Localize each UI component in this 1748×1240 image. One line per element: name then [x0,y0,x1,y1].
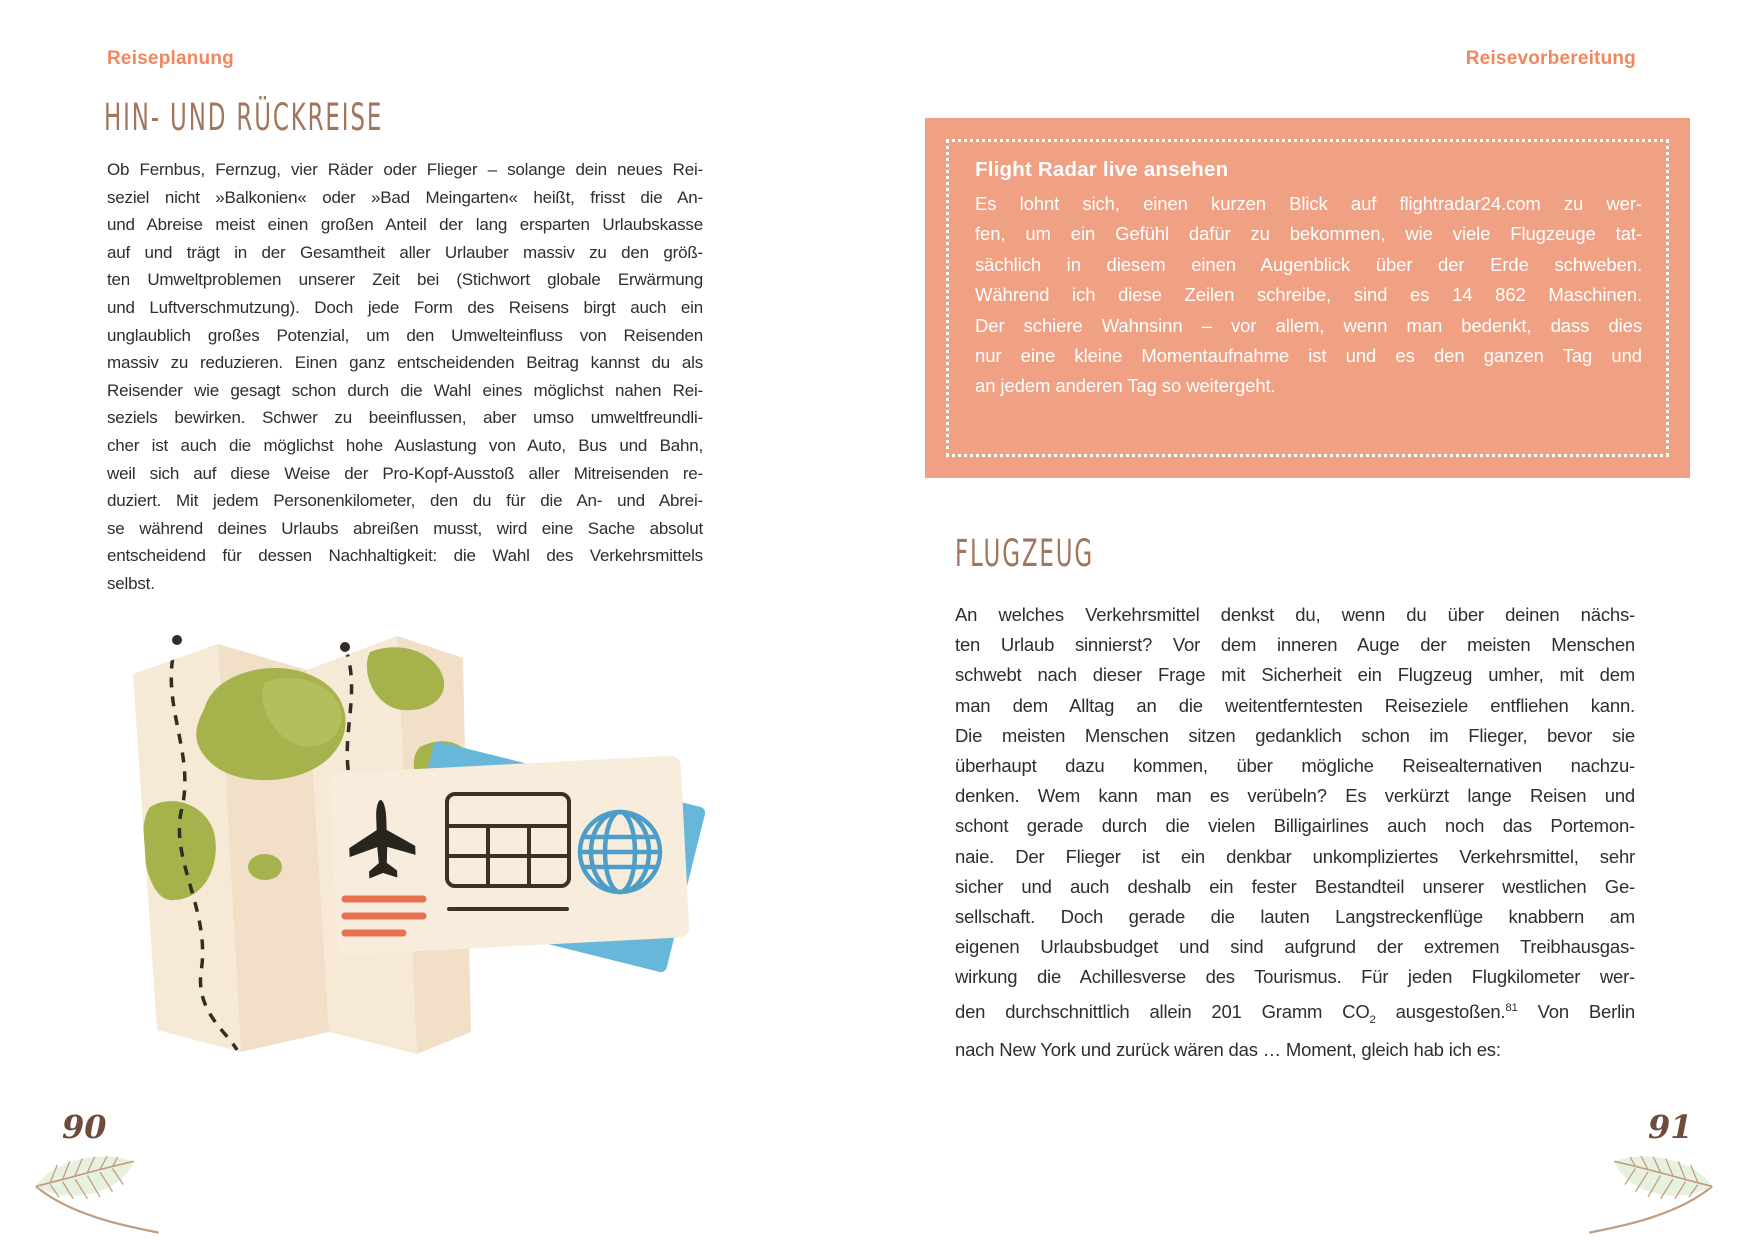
callout-title: Flight Radar live ansehen [975,158,1229,181]
text-line: seziels bewirken. Schwer zu beeinflussen, aber umso umweltfreundli- [107,408,703,428]
text-line: Der schiere Wahnsinn – vor allem, wenn man bedenkt, dass dies [975,314,1642,336]
running-head-left: Reiseplanung [107,48,234,69]
text-line: Während ich diese Zeilen schreibe, sind es 14 862 Maschinen. [975,284,1642,306]
section-heading-hin-und-rueckreise [104,96,554,139]
page-right [874,0,1748,1240]
text-line: ten Urlaub sinnierst? Vor dem inneren Auge der meisten Menschen [955,634,1635,656]
text-line: selbst. [107,573,155,593]
text-line: duziert. Mit jedem Personenkilometer, den du für die An- und Abrei- [107,491,703,511]
text-line: denken. Wem kann man es verübeln? Es verkürzt lange Reisen und [955,785,1635,807]
text-line: cher ist auch die möglichst hohe Auslastung von Auto, Bus und Bahn, [107,435,703,455]
leaf-icon-right [1580,1140,1732,1238]
text-line: An welches Verkehrsmittel denkst du, wenn du über deinen nächs- [955,604,1635,625]
running-head-right: Reisevorbereitung [1465,48,1636,69]
section-heading-flugzeug [955,532,1179,575]
travel-map-illustration [115,612,755,1057]
callout-body [975,189,1642,402]
text-line: Es lohnt sich, einen kurzen Blick auf flightradar24.com zu wer- [975,193,1642,214]
text-line: fen, um ein Gefühl dafür zu bekommen, wie viele Flugzeuge tat- [975,223,1642,245]
text-line: Ob Fernbus, Fernzug, vier Räder oder Flieger – solange dein neues Rei- [107,160,703,179]
leaf-icon-left [16,1140,168,1238]
section-heading-text: HIN- UND RÜCKREISE [104,96,384,139]
text-line: nur eine kleine Momentaufnahme ist und es den ganzen Tag und [975,345,1642,367]
flight-radar-callout [925,118,1690,478]
co2-line-mid: ausgestoßen. [1375,1000,1506,1022]
co2-emission-line [955,993,1635,1035]
footnote-reference: 81 [1505,1001,1518,1014]
text-line: Reisender wie gesagt schon durch die Wahl eines möglichst nahen Rei- [107,380,703,400]
text-line: überhaupt dazu kommen, über mögliche Reisealternativen nachzu- [955,755,1635,777]
text-line: man dem Alltag an die weitentferntesten Reiseziele entfliehen kann. [955,694,1635,716]
text-line: weil sich auf diese Weise der Pro-Kopf-Ausstoß aller Mitreisenden re- [107,463,703,483]
text-line: naie. Der Flieger ist ein denkbar unkompliziertes Verkehrsmittel, sehr [955,845,1635,867]
text-line: eigenen Urlaubsbudget und sind aufgrund der extremen Treibhausgas- [955,936,1635,958]
text-line: und Luftverschmutzung). Doch jede Form des Reisens birgt auch ein [107,297,703,317]
text-line: Die meisten Menschen sitzen gedanklich schon im Flieger, bevor sie [955,724,1635,746]
section-heading-text: FLUGZEUG [955,532,1095,575]
page-number-left: 90 [62,1108,107,1146]
text-line: ten Umweltproblemen unserer Zeit bei (Stichwort globale Erwärmung [107,270,703,290]
text-line: und Abreise meist einen großen Anteil der lang ersparten Urlaubskasse [107,215,703,235]
route-endpoint-dots [172,635,350,652]
co2-line-post: Von Berlin [1517,1000,1635,1022]
text-line: sächlich in diesem einen Augenblick über der Erde schweben. [975,253,1642,275]
page-number-right: 91 [1648,1108,1693,1146]
callout-content [975,158,1642,402]
text-line: sicher und auch deshalb ein fester Bestandteil unserer westlichen Ge- [955,875,1635,897]
text-line: se während deines Urlaubs abreißen musst, wird eine Sache absolut [107,518,703,538]
text-line: sellschaft. Doch gerade die lauten Langstreckenflüge knabbern am [955,906,1635,928]
text-line: massiv zu reduzieren. Einen ganz entscheidenden Beitrag kannst du als [107,353,703,373]
paragraph-hin-und-rueckreise [107,156,703,598]
text-line: entscheidend für dessen Nachhaltigkeit: die Wahl des Verkehrsmittels [107,546,703,566]
paragraph-flugzeug [955,600,1635,1065]
text-line: seziel nicht »Balkonien« oder »Bad Meingarten« heißt, frisst die An- [107,187,703,207]
text-line: unglaublich großes Potenzial, um den Umwelteinfluss von Reisenden [107,325,703,345]
text-line: schont gerade durch die vielen Billigairlines auch noch das Portemon- [955,815,1635,837]
text-line: an jedem anderen Tag so weitergeht. [975,375,1276,397]
text-line: wirkung die Achillesverse des Tourismus. Für jeden Flugkilometer wer- [955,966,1635,988]
co2-line-pre: den durchschnittlich allein 201 Gramm CO [955,1000,1370,1022]
co2-subscript: 2 [1369,1013,1376,1026]
text-line: schwebt nach dieser Frage mit Sicherheit ein Flugzeug umher, mit dem [955,664,1635,686]
paragraph-last-line: nach New York und zurück wären das … Moment, gleich hab ich es: [955,1038,1501,1060]
text-line: auf und trägt in der Gesamtheit aller Urlauber massiv zu den größ- [107,242,703,262]
